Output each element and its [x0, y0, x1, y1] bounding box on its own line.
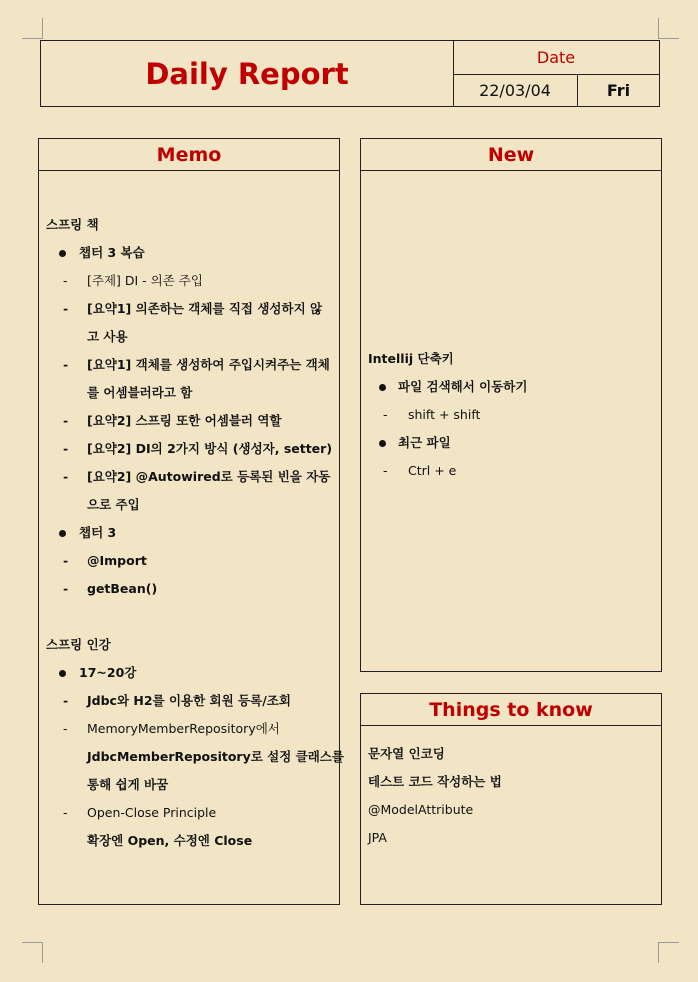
report-title: Daily Report [145, 56, 349, 91]
memo-bullet [39, 519, 339, 547]
memo-bullet [39, 659, 339, 687]
memo-dash-text: Jdbc와 H2를 이용한 회원 등록/조회 [87, 693, 291, 708]
memo-dash-item: - [요약2] 스프링 또한 어셈블러 역할 [63, 413, 282, 428]
things-item: 테스트 코드 작성하는 법 [368, 774, 502, 789]
crop-mark-top-right [658, 18, 679, 39]
memo-dash-text: [요약1] 객체를 생성하여 주입시켜주는 객체 [87, 357, 330, 372]
memo-dash-item: - Open-Close Principle [63, 805, 217, 820]
memo-heading-lecture: 스프링 인강 [46, 637, 111, 652]
memo-dash-text: [요약1] 의존하는 객체를 직접 생성하지 않 [87, 301, 323, 316]
memo-dash-item: - [요약2] @Autowired로 등록된 빈을 자동 [63, 469, 331, 484]
memo-dash-text: [요약2] @Autowired로 등록된 빈을 자동 [87, 469, 331, 484]
memo-bullet-text: 챕터 3 복습 [79, 245, 145, 260]
memo-dash-text: getBean() [87, 581, 158, 596]
new-bullet-text: 최근 파일 [398, 435, 451, 450]
report-header [40, 40, 660, 107]
memo-dash-item: - MemoryMemberRepository에서 [63, 721, 280, 736]
bullet-icon [59, 530, 66, 537]
new-dash-item: - Ctrl + e [383, 463, 457, 478]
date-value: 22/03/04 [453, 74, 578, 106]
memo-dash-text: @Import [87, 553, 147, 568]
bullet-icon [379, 384, 386, 391]
things-box [360, 693, 662, 905]
memo-dash-cont: 으로 주입 [87, 497, 140, 512]
new-heading: Intellij 단축키 [368, 351, 454, 366]
memo-dash-text: Open-Close Principle [87, 805, 217, 820]
bullet-icon [379, 440, 386, 447]
memo-heading-book: 스프링 책 [46, 217, 99, 232]
new-box [360, 138, 662, 672]
memo-dash-text: [주제] DI - 의존 주입 [87, 273, 203, 288]
new-bullet [361, 429, 661, 457]
memo-dash-item: - [요약1] 객체를 생성하여 주입시켜주는 객체 [63, 357, 330, 372]
memo-box [38, 138, 344, 905]
things-item: 문자열 인코딩 [368, 746, 445, 761]
memo-dash-item: - [요약2] DI의 2가지 방식 (생성자, setter) [63, 441, 333, 456]
memo-dash-item: - [주제] DI - 의존 주입 [63, 273, 203, 288]
new-title: New [361, 139, 661, 171]
memo-bullet [39, 239, 339, 267]
new-dash-text: Ctrl + e [408, 463, 457, 478]
things-item: JPA [368, 830, 387, 845]
memo-dash-cont: JdbcMemberRepository로 설정 클래스를 [87, 749, 344, 764]
bullet-icon [59, 670, 66, 677]
new-dash-text: shift + shift [408, 407, 481, 422]
day-value: Fri [606, 80, 631, 100]
crop-mark-bottom-right [658, 942, 679, 963]
memo-dash-cont: 확장엔 Open, 수정엔 Close [87, 833, 253, 848]
memo-dash-cont: 를 어셈블러라고 함 [87, 385, 193, 400]
crop-mark-top-left [22, 18, 43, 39]
title-cell [41, 41, 454, 106]
new-dash-item: - shift + shift [383, 407, 481, 422]
memo-dash-cont: 통해 쉽게 바꿈 [87, 777, 169, 792]
memo-bullet-text: 17~20강 [79, 665, 137, 680]
crop-mark-bottom-left [22, 942, 43, 963]
things-title: Things to know [361, 694, 661, 726]
new-bullet-text: 파일 검색해서 이동하기 [398, 379, 528, 394]
memo-dash-item: - [요약1] 의존하는 객체를 직접 생성하지 않 [63, 301, 323, 316]
memo-dash-item: - Jdbc와 H2를 이용한 회원 등록/조회 [63, 693, 291, 708]
memo-bullet-text: 챕터 3 [79, 525, 117, 540]
memo-dash-text: [요약2] 스프링 또한 어셈블러 역할 [87, 413, 282, 428]
things-item: @ModelAttribute [368, 802, 474, 817]
memo-dash-cont: 고 사용 [87, 329, 128, 344]
memo-dash-text: MemoryMemberRepository에서 [87, 721, 280, 736]
date-label: Date [453, 41, 659, 75]
bullet-icon [59, 250, 66, 257]
new-bullet [361, 373, 661, 401]
memo-dash-item: - getBean() [63, 581, 158, 596]
memo-dash-text: [요약2] DI의 2가지 방식 (생성자, setter) [87, 441, 333, 456]
memo-title: Memo [39, 139, 339, 171]
memo-dash-item: - @Import [63, 553, 147, 568]
